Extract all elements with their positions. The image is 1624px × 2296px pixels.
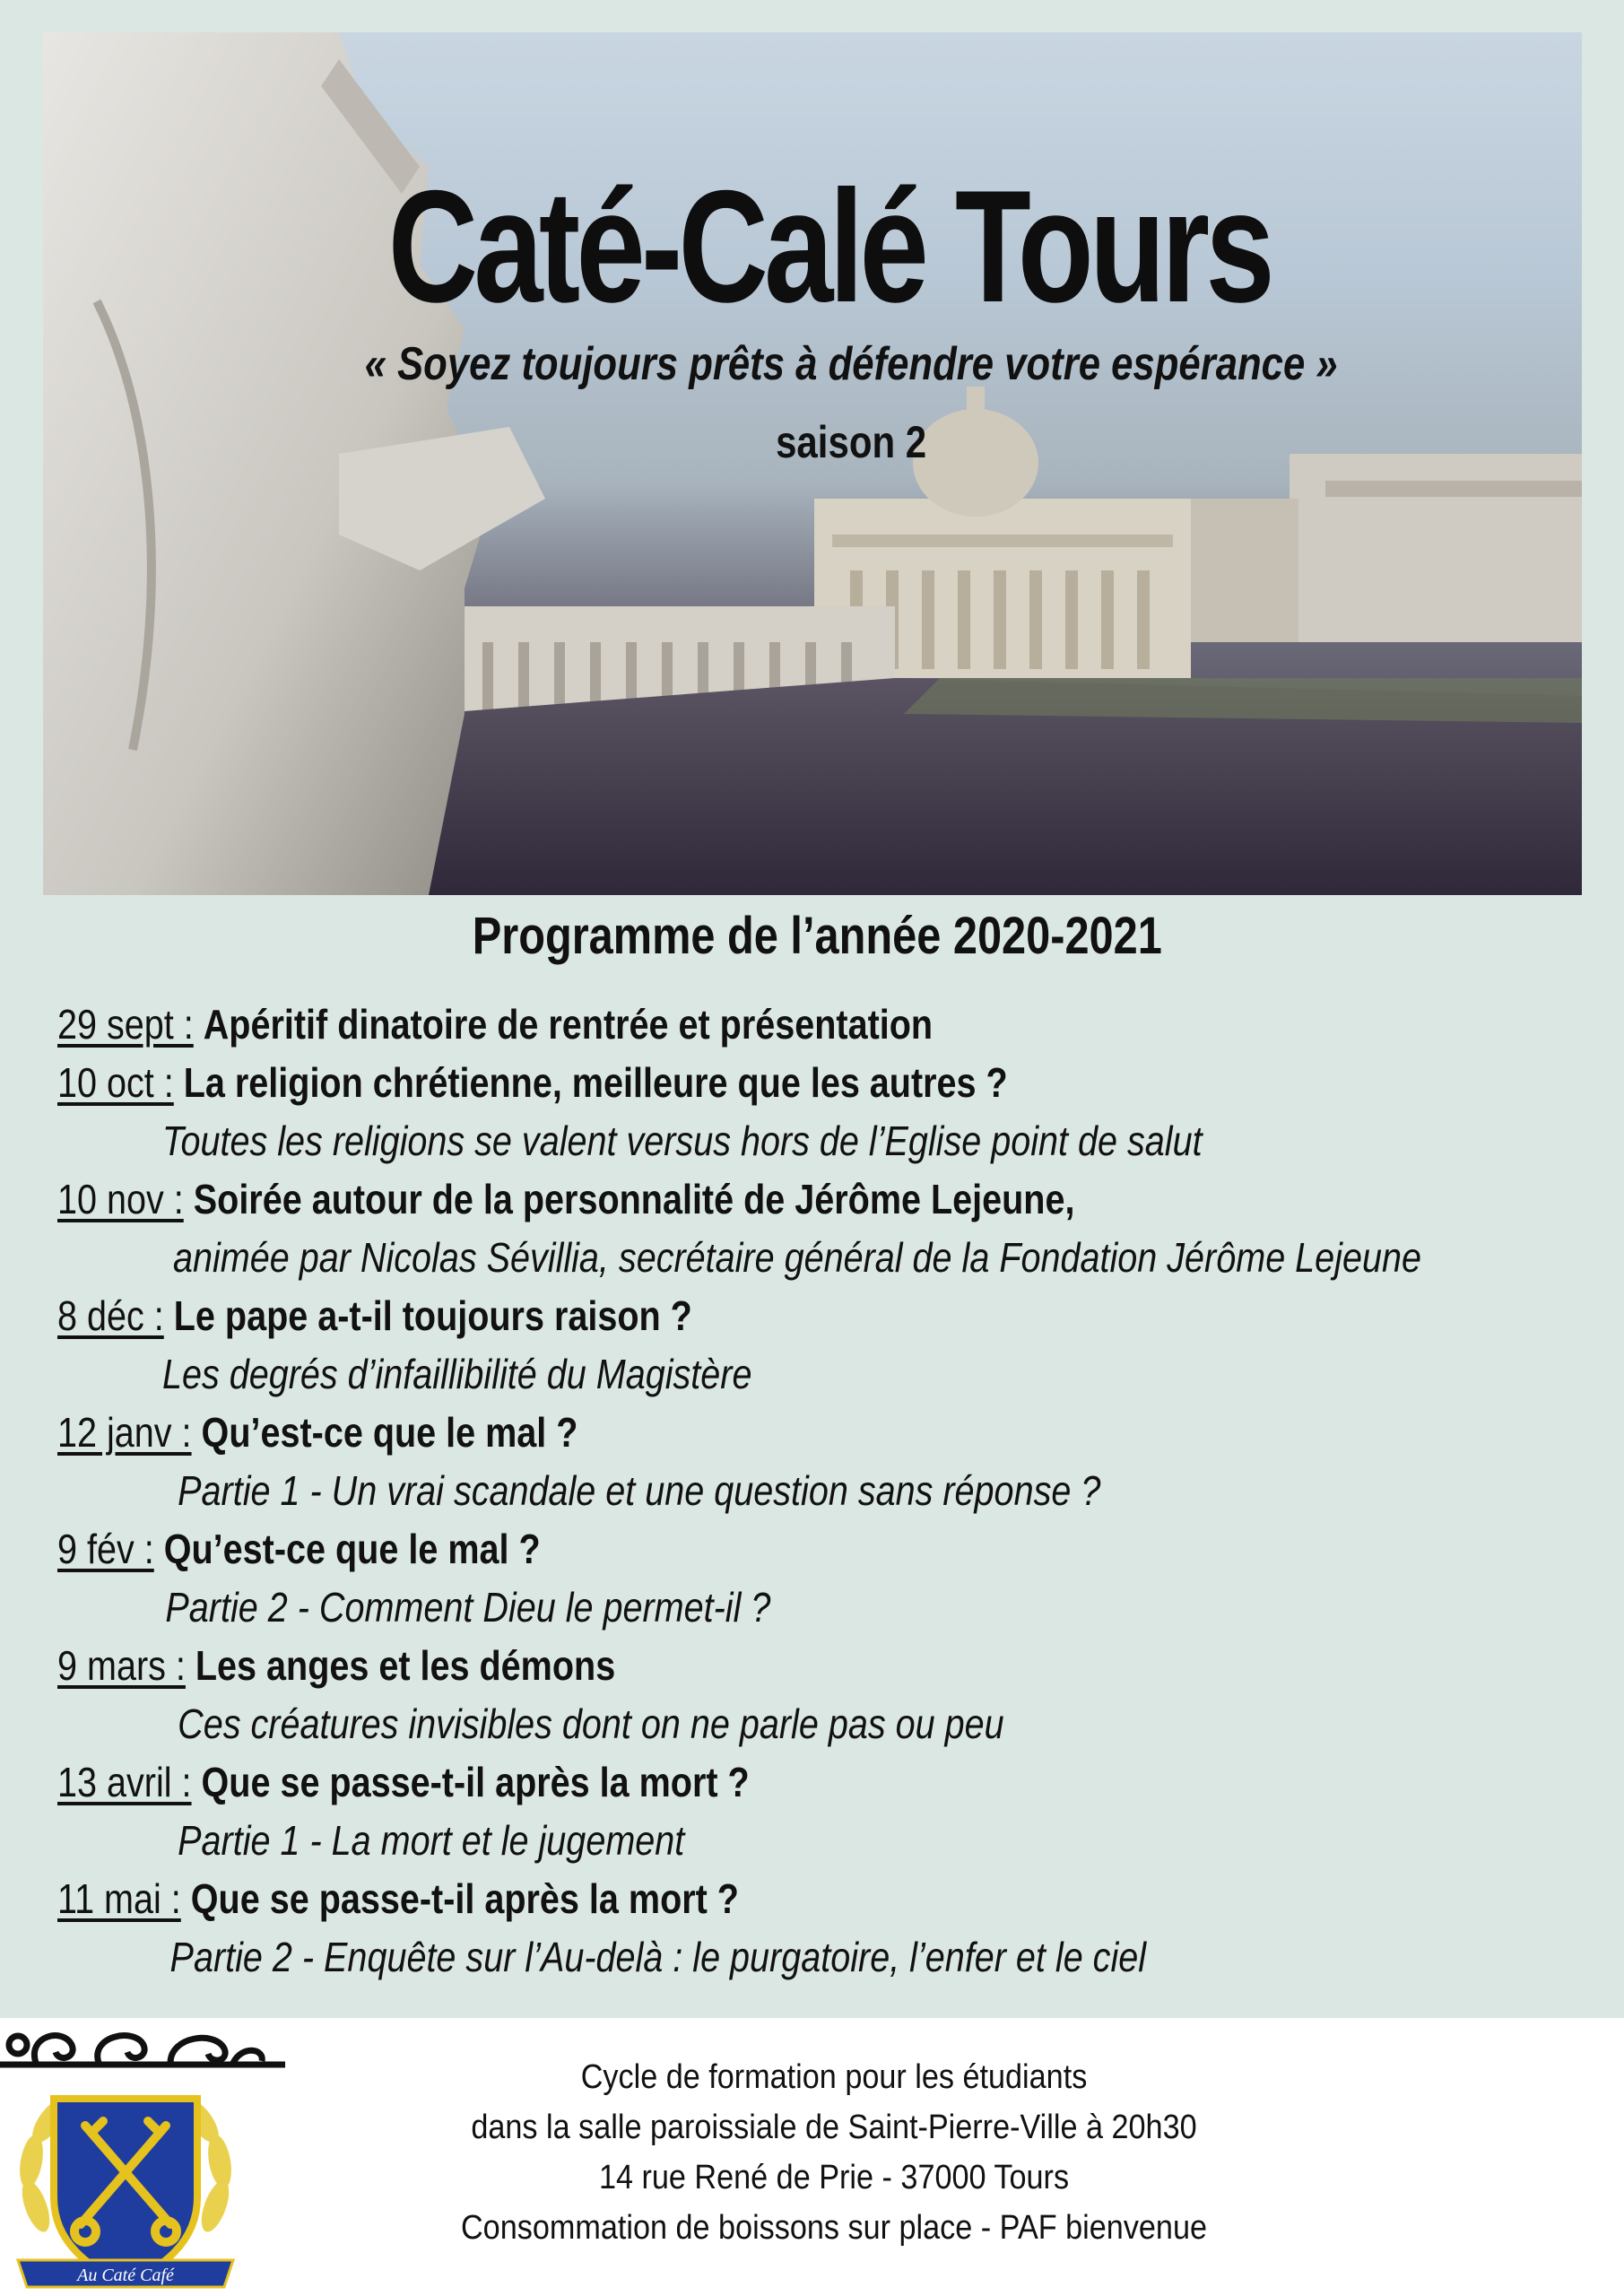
hero-photo: [43, 32, 1582, 895]
program-event: [57, 1170, 1582, 1287]
event-title: Qu’est-ce que le mal ?: [163, 1526, 541, 1572]
event-subtitle: Partie 2 - Enquête sur l’Au-delà : le purgatoire, l’enfer et le ciel: [169, 1934, 1147, 1980]
logo-text: Au Caté Café: [77, 2266, 174, 2285]
event-subtitle: Ces créatures invisibles dont on ne parle pas ou peu: [178, 1700, 1004, 1747]
event-title: Le pape a-t-il toujours raison ?: [173, 1292, 692, 1339]
program-event: [57, 1637, 1582, 1753]
program-title: Programme de l’année 2020-2021: [472, 907, 1162, 965]
event-title: Les anges et les démons: [195, 1642, 616, 1689]
sign-bracket-icon: [0, 2036, 285, 2065]
event-title: Qu’est-ce que le mal ?: [201, 1409, 578, 1456]
event-title: Que se passe-t-il après la mort ?: [190, 1875, 739, 1922]
program-event: [57, 1520, 1582, 1637]
program-event: [57, 1753, 1582, 1870]
event-title: Que se passe-t-il après la mort ?: [201, 1759, 750, 1805]
program-event: [57, 1054, 1582, 1170]
footer-line: Cycle de formation pour les étudiants: [580, 2058, 1088, 2096]
event-subtitle: Partie 1 - Un vrai scandale et une question sans réponse ?: [178, 1467, 1101, 1514]
footer: [0, 2018, 1624, 2296]
event-subtitle: animée par Nicolas Sévillia, secrétaire général de la Fondation Jérôme Lejeune: [173, 1234, 1421, 1281]
event-subtitle: Les degrés d’infaillibilité du Magistère: [161, 1351, 752, 1397]
footer-info: [386, 2052, 1282, 2253]
event-date: 13 avril :: [57, 1759, 192, 1805]
event-title: La religion chrétienne, meilleure que les autres ?: [183, 1059, 1008, 1106]
event-subtitle: Partie 1 - La mort et le jugement: [178, 1817, 685, 1864]
program-event: [57, 1870, 1582, 1987]
tagline: « Soyez toujours prêts à défendre votre espérance »: [364, 338, 1338, 390]
program-event: [57, 1287, 1582, 1404]
event-date: 10 oct :: [57, 1059, 174, 1106]
footer-line: Consommation de boissons sur place - PAF bienvenue: [460, 2209, 1207, 2247]
event-date: 29 sept :: [57, 1001, 194, 1048]
event-date: 12 janv :: [57, 1409, 192, 1456]
event-title: Apéritif dinatoire de rentrée et présentation: [203, 1001, 934, 1048]
event-subtitle: Toutes les religions se valent versus hors de l’Eglise point de salut: [161, 1118, 1203, 1164]
event-date: 8 déc :: [57, 1292, 164, 1339]
page-title: Caté-Calé Tours: [387, 157, 1271, 335]
season-label: saison 2: [776, 417, 927, 467]
event-date: 10 nov :: [57, 1176, 184, 1222]
footer-line: dans la salle paroissiale de Saint-Pierre-Ville à 20h30: [471, 2109, 1197, 2146]
event-date: 9 mars :: [57, 1642, 186, 1689]
event-date: 9 fév :: [57, 1526, 154, 1572]
event-date: 11 mai :: [57, 1875, 181, 1922]
program-list: [57, 996, 1582, 1987]
shield-icon: [54, 2099, 197, 2283]
cafe-logo-emblem: [0, 2018, 296, 2296]
event-subtitle: Partie 2 - Comment Dieu le permet-il ?: [165, 1584, 771, 1631]
program-event: [57, 996, 1582, 1054]
footer-line: 14 rue René de Prie - 37000 Tours: [598, 2159, 1070, 2196]
program-event: [57, 1404, 1582, 1520]
event-title: Soirée autour de la personnalité de Jérôme Lejeune,: [193, 1176, 1075, 1222]
